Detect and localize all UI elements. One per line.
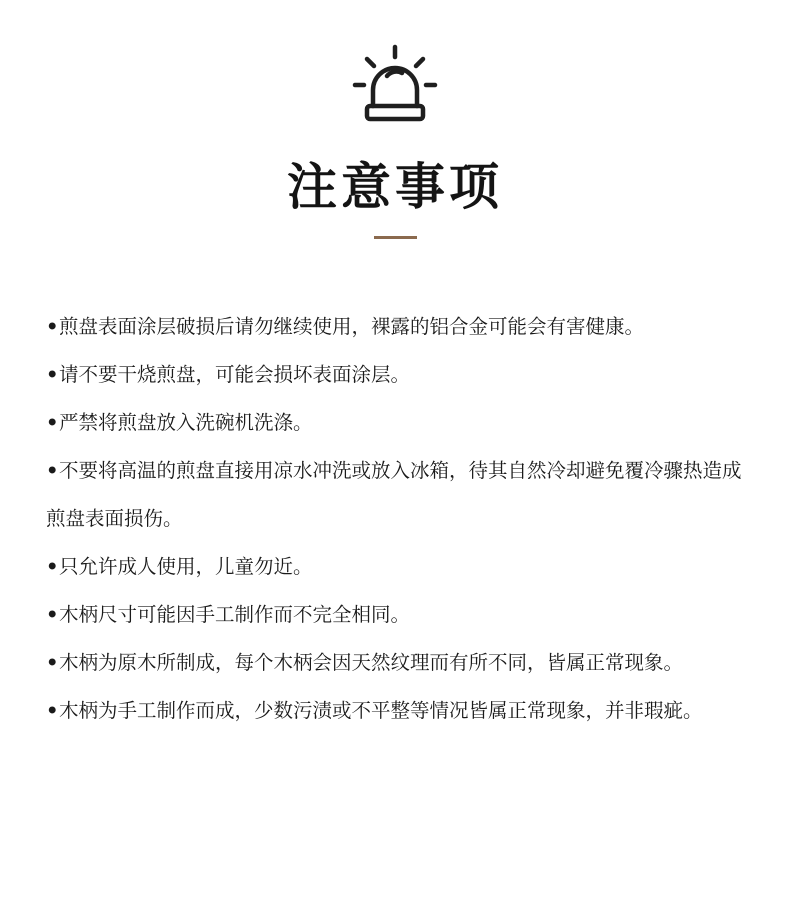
note-text: 只允许成人使用，儿童勿近。: [59, 555, 313, 578]
note-text: 木柄尺寸可能因手工制作而不完全相同。: [59, 603, 411, 626]
list-item: [46, 543, 746, 591]
list-item: [46, 639, 746, 687]
bullet-icon: •: [46, 555, 59, 578]
bullet-icon: •: [46, 651, 59, 674]
bullet-icon: •: [46, 699, 59, 722]
note-text: 木柄为手工制作而成，少数污渍或不平整等情况皆属正常现象，并非瑕疵。: [59, 699, 703, 722]
note-text: 木柄为原木所制成，每个木柄会因天然纹理而有所不同，皆属正常现象。: [59, 651, 684, 674]
note-text: 请不要干烧煎盘，可能会损坏表面涂层。: [59, 363, 411, 386]
bullet-icon: •: [46, 411, 59, 434]
bullet-icon: •: [46, 363, 59, 386]
list-item: [46, 303, 746, 351]
alarm-light-icon: [352, 44, 438, 124]
bullet-icon: •: [46, 315, 59, 338]
note-text: 不要将高温的煎盘直接用凉水冲洗或放入冰箱，待其自然冷却避免覆冷骤热造成煎盘表面损伤。: [46, 459, 742, 530]
page-title: 注意事项: [287, 158, 503, 216]
bullet-icon: •: [46, 459, 59, 482]
bullet-icon: •: [46, 603, 59, 626]
notice-list: [46, 303, 746, 735]
list-item: [46, 687, 746, 735]
list-item: [46, 591, 746, 639]
note-text: 严禁将煎盘放入洗碗机洗涤。: [59, 411, 313, 434]
note-text: 煎盘表面涂层破损后请勿继续使用，裸露的铝合金可能会有害健康。: [59, 315, 645, 338]
list-item: [46, 447, 746, 543]
list-item: [46, 399, 746, 447]
title-divider: [374, 236, 417, 239]
list-item: [46, 351, 746, 399]
